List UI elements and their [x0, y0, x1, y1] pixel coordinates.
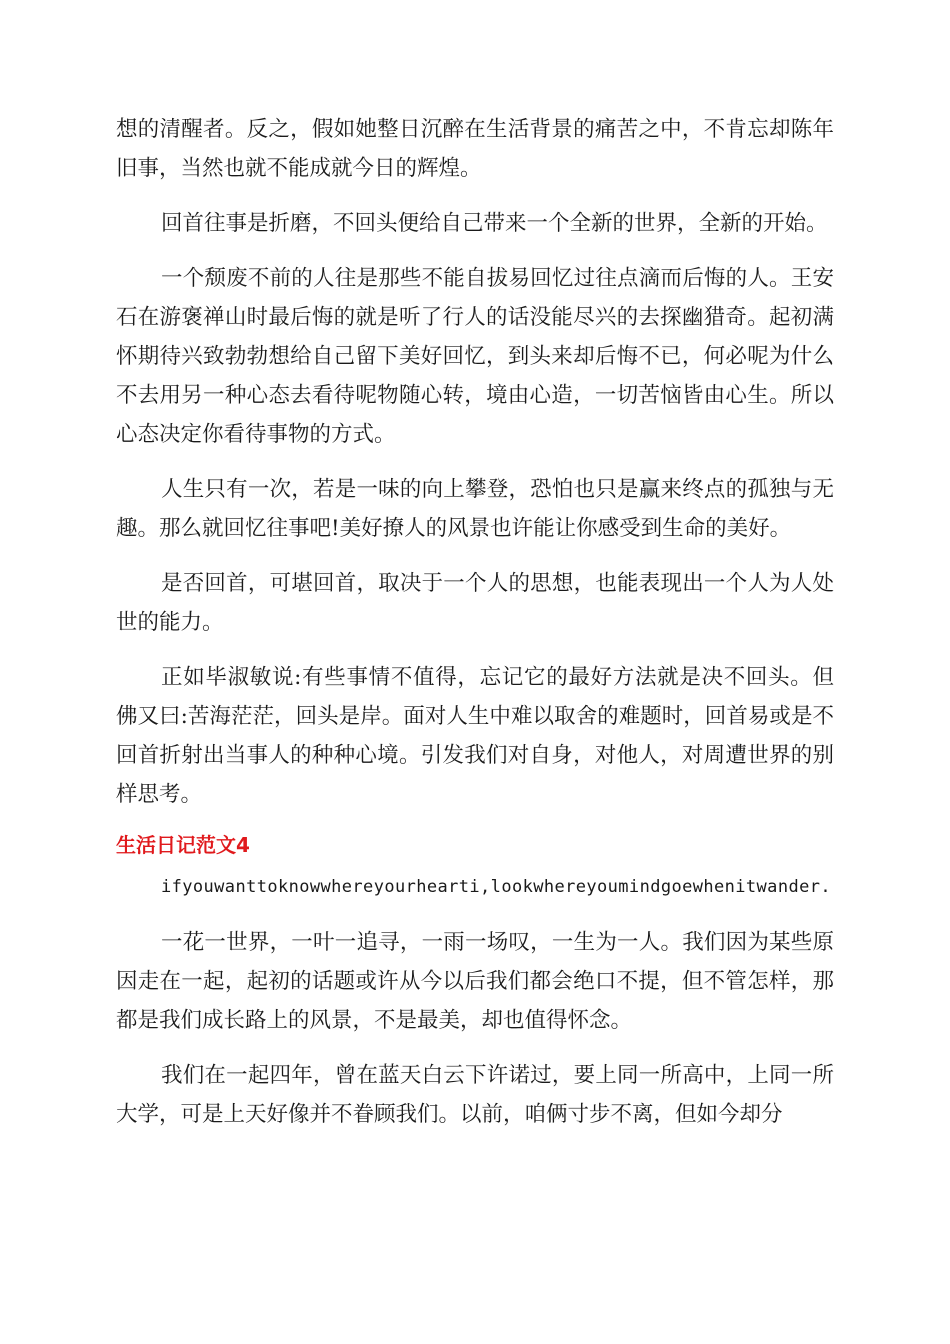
paragraph-continued: 想的清醒者。反之，假如她整日沉醉在生活背景的痛苦之中，不肯忘却陈年旧事，当然也就不能成就今日的辉煌。 — [116, 117, 834, 181]
document-body — [116, 110, 834, 1150]
english-quote: ifyouwanttoknowwhereyourhearti,lookwhereyoumindgoewhenitwander. — [161, 877, 831, 897]
paragraph: 一个颓废不前的人往是那些不能自拔易回忆过往点滴而后悔的人。王安石在游褒禅山时最后悔的就是听了行人的话没能尽兴的去探幽猎奇。起初满怀期待兴致勃勃想给自己留下美好回忆，到头来却后悔不已，何必呢为什么不去用另一种心态去看待呢物随心转，境由心造，一切苦恼皆由心生。所以心态决定你看待事物的方式。 — [116, 266, 834, 447]
paragraph: 是否回首，可堪回首，取决于一个人的思想，也能表现出一个人为人处世的能力。 — [116, 571, 834, 635]
paragraph: 一花一世界，一叶一追寻，一雨一场叹，一生为一人。我们因为某些原因走在一起，起初的话题或许从今以后我们都会绝口不提，但不管怎样，那都是我们成长路上的风景，不是最美，却也值得怀念。 — [116, 930, 834, 1033]
paragraph: 正如毕淑敏说:有些事情不值得，忘记它的最好方法就是决不回头。但佛又曰:苦海茫茫，回头是岸。面对人生中难以取舍的难题时，回首易或是不回首折射出当事人的种种心境。引发我们对自身，对他人，对周遭世界的别样思考。 — [116, 665, 834, 807]
paragraph: 回首往事是折磨，不回头便给自己带来一个全新的世界，全新的开始。 — [161, 211, 828, 236]
paragraph: 我们在一起四年，曾在蓝天白云下许诺过，要上同一所高中，上同一所大学，可是上天好像并不眷顾我们。以前，咱俩寸步不离，但如今却分 — [116, 1063, 834, 1127]
paragraph: 人生只有一次，若是一味的向上攀登，恐怕也只是赢来终点的孤独与无趣。那么就回忆往事吧!美好撩人的风景也许能让你感受到生命的美好。 — [116, 477, 834, 541]
section-heading: 生活日记范文4 — [116, 833, 250, 857]
